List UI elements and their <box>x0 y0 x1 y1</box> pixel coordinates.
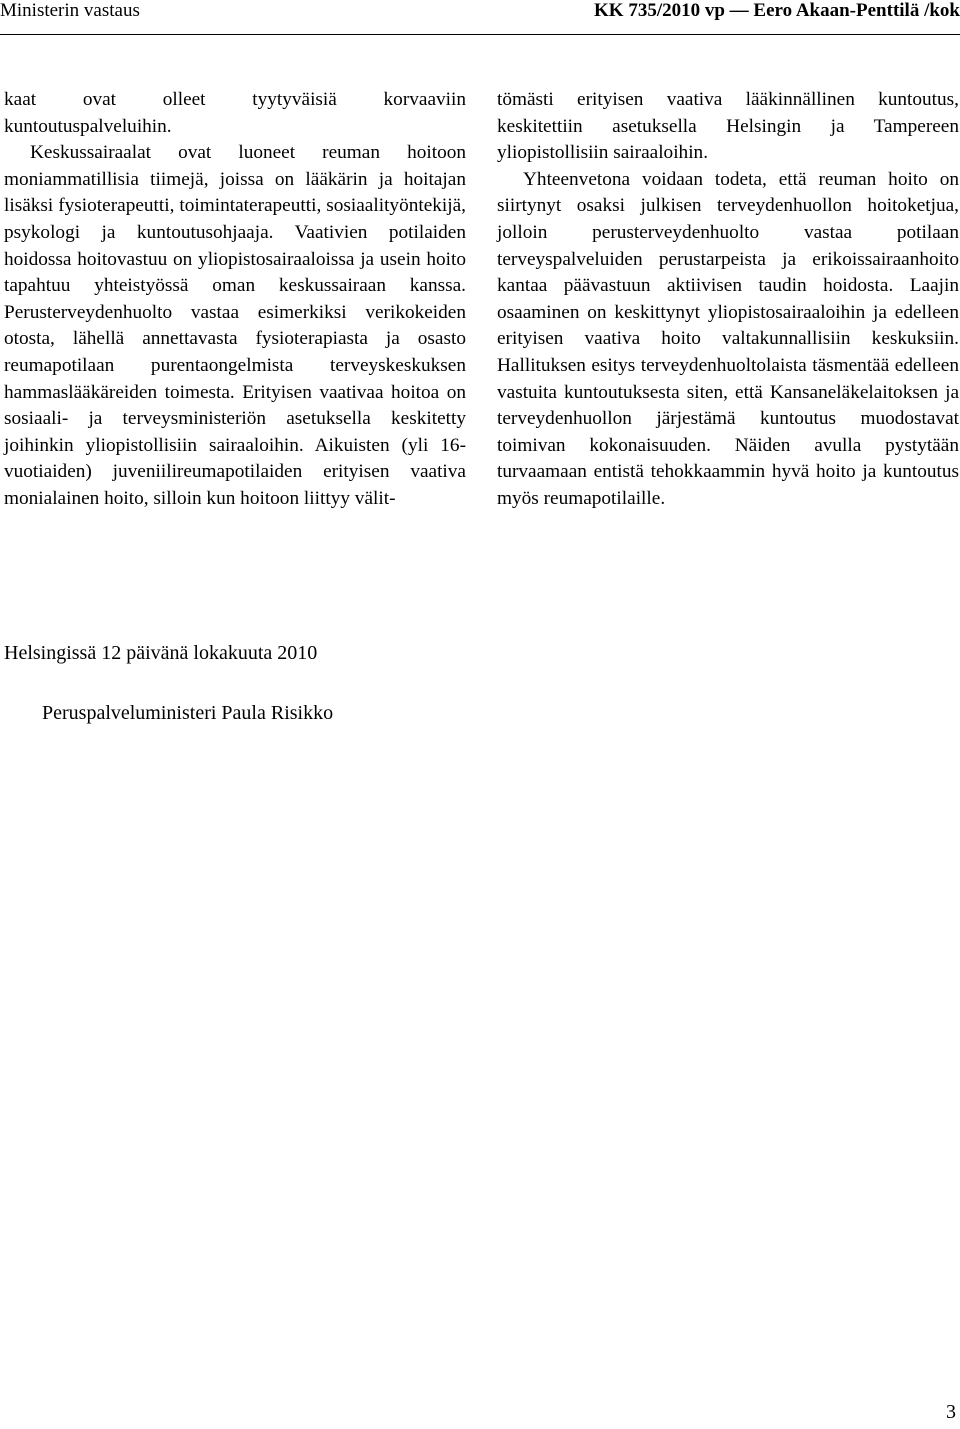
page-header <box>0 0 960 28</box>
paragraph: tömästi erityisen vaativa lääkinnällinen kuntoutus, keskitettiin asetuksella Helsingin ja Tampereen yliopistollisiin sairaaloihin. <box>497 89 959 164</box>
right-column <box>497 87 959 513</box>
paragraph: Keskussairaalat ovat luoneet reuman hoitoon moniammatillisia tiimejä, joissa on lääkärin ja hoitajan lisäksi fysioterapeutti, toimintaterapeutti, sosiaalityöntekijä, psykologi ja kuntoutusohjaaja. Vaativien potilaiden hoidossa hoitovastuu on yliopistosairaaloissa ja usein hoito tapahtuu yhteistyössä oman keskussairaan kanssa. Perusterveydenhuolto vastaa esimerkiksi verikokeiden otosta, lähellä annettavasta fysioterapiasta ja osasto reumapotilaan purentaongelmista terveyskeskuksen hammaslääkäreiden toimesta. Erityisen vaativaa hoitoa on sosiaali- ja terveysministeriön asetuksella keskitetty joihinkin yliopistollisiin sairaaloihin. Aikuisten (yli 16-vuotiaiden) juveniilireumapotilaiden erityisen vaativa monialainen hoito, silloin kun hoitoon liittyy välit- <box>4 142 466 509</box>
left-column <box>4 87 466 513</box>
signoff-signer: Peruspalveluministeri Paula Risikko <box>42 702 334 724</box>
signoff-date: Helsingissä 12 päivänä lokakuuta 2010 <box>4 642 318 664</box>
document-reference: KK 735/2010 vp — Eero Akaan-Penttilä /kok <box>594 0 960 21</box>
paragraph: kaat ovat olleet tyytyväisiä korvaaviin kuntoutuspalveluihin. <box>4 89 466 137</box>
paragraph: Yhteenvetona voidaan todeta, että reuman hoito on siirtynyt osaksi julkisen terveydenhuollon hoitoketjua, jolloin perusterveydenhuolto vastaa potilaan terveyspalveluiden perustarpeista ja erikoissairaanhoito kantaa päävastuun aktiivisen taudin hoidosta. Laajin osaaminen on keskittynyt yliopistosairaaloihin ja edelleen erityisen vaativa hoito valtakunnallisiin keskuksiin. Hallituksen esitys terveydenhuoltolaista täsmentää edelleen vastuita kuntoutuksesta siten, että Kansaneläkelaitoksen ja terveydenhuollon järjestämä kuntoutus muodostavat toimivan kokonaisuuden. Näiden avulla pystytään turvaamaan entistä tehokkaammin hyvä hoito ja kuntoutus myös reumapotilaille. <box>497 168 959 509</box>
section-title: Ministerin vastaus <box>0 0 140 21</box>
page-number: 3 <box>946 1401 956 1423</box>
header-divider <box>0 34 960 35</box>
